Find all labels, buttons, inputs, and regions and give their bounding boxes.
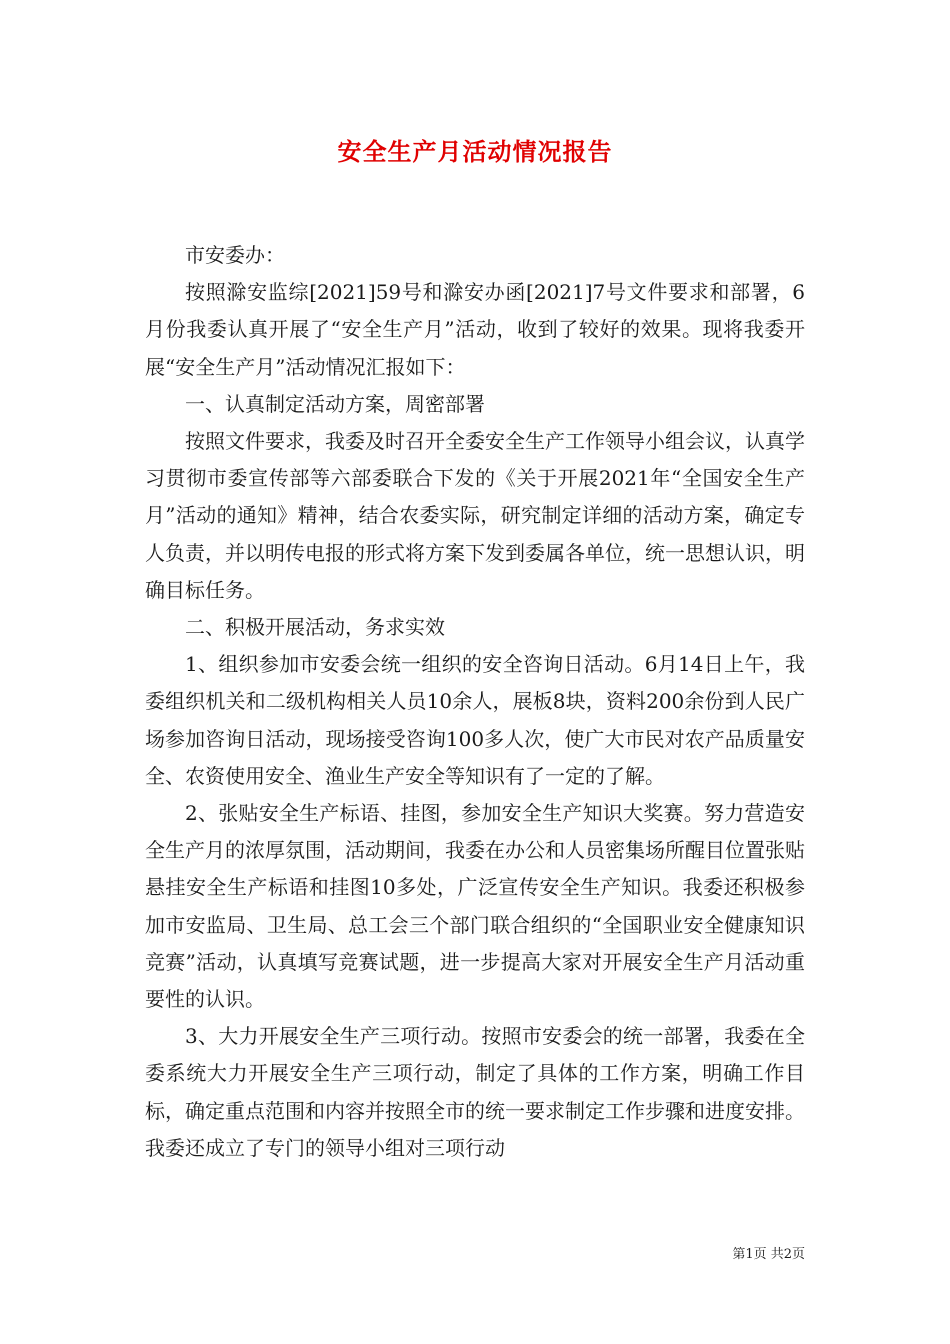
section-heading-2: 二、积极开展活动，务求实效 <box>185 615 445 640</box>
document-body <box>145 237 805 1167</box>
paragraph-section-1: 按照文件要求，我委及时召开全委安全生产工作领导小组会议，认真学习贯彻市委宣传部等六部委联合下发的《关于开展2021年“全国安全生产月”活动的通知》精神，结合农委实际，研究制定详细的活动方案，确定专人负责，并以明传电报的形式将方案下发到委属各单位，统一思想认识，明确目标任务。 <box>145 429 805 602</box>
page-number: 第1页 共2页 <box>732 1247 805 1262</box>
paragraph-item-1: 1、组织参加市安委会统一组织的安全咨询日活动。6月14日上午，我委组织机关和二级机构相关人员10余人，展板8块，资料200余份到人民广场参加咨询日活动，现场接受咨询100多人次，使广大市民对农产品质量安全、农资使用安全、渔业生产安全等知识有了一定的了解。 <box>145 652 805 788</box>
paragraph-item-3: 3、大力开展安全生产三项行动。按照市安委会的统一部署，我委在全委系统大力开展安全生产三项行动，制定了具体的工作方案，明确工作目标，确定重点范围和内容并按照全市的统一要求制定工作步骤和进度安排。我委还成立了专门的领导小组对三项行动 <box>145 1024 805 1160</box>
paragraph-intro: 按照滁安监综[2021]59号和滁安办函[2021]7号文件要求和部署，6月份我委认真开展了“安全生产月”活动，收到了较好的效果。现将我委开展“安全生产月”活动情况汇报如下： <box>145 280 805 379</box>
document-title: 安全生产月活动情况报告 <box>337 137 613 166</box>
salutation: 市安委办： <box>185 243 285 267</box>
section-heading-1: 一、认真制定活动方案，周密部署 <box>185 391 485 416</box>
paragraph-item-2: 2、张贴安全生产标语、挂图，参加安全生产知识大奖赛。努力营造安全生产月的浓厚氛围，活动期间，我委在办公和人员密集场所醒目位置张贴悬挂安全生产标语和挂图10多处，广泛宣传安全生产知识。我委还积极参加市安监局、卫生局、总工会三个部门联合组织的“全国职业安全健康知识竞赛”活动，认真填写竞赛试题，进一步提高大家对开展安全生产月活动重要性的认识。 <box>145 801 805 1012</box>
